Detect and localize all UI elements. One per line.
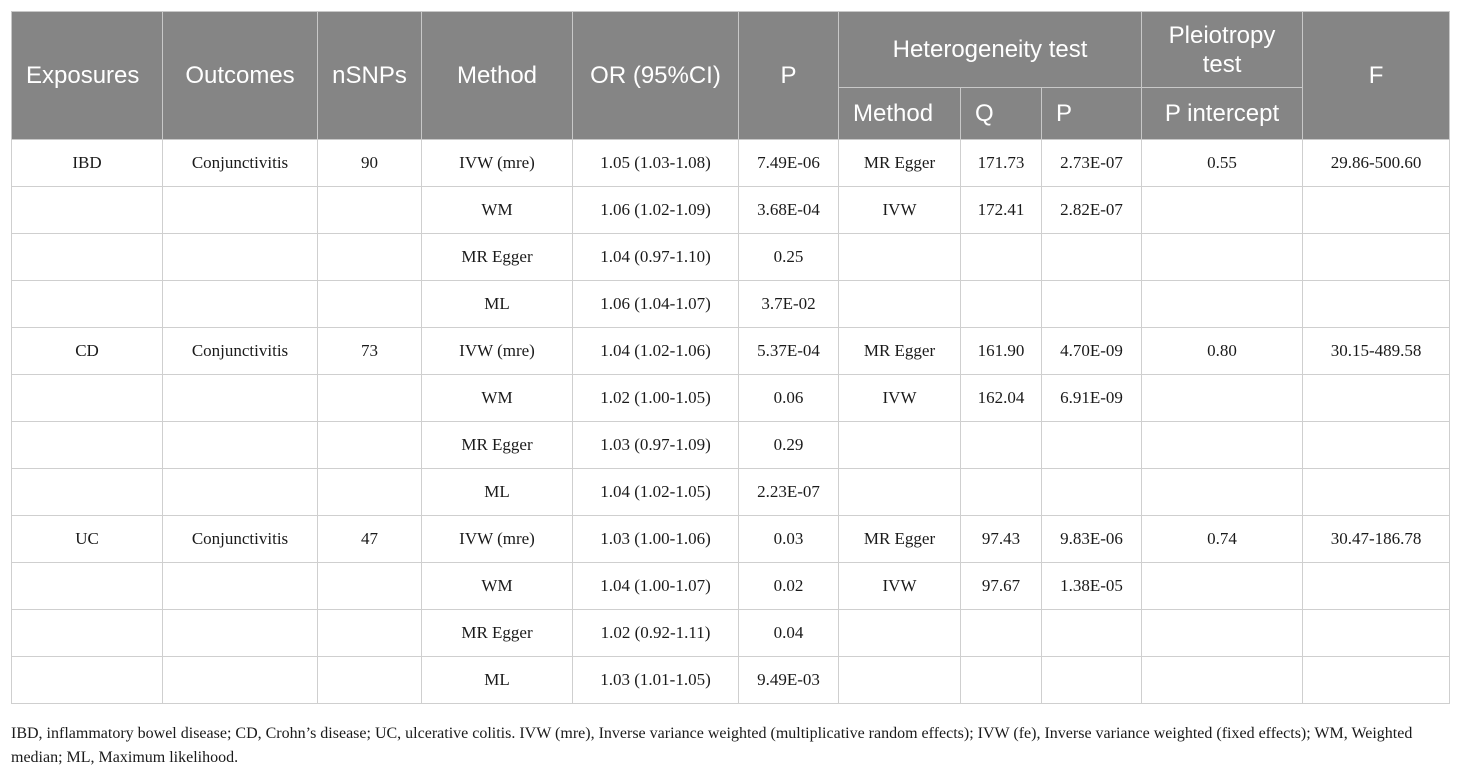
table-cell: MR Egger	[422, 422, 573, 469]
table-cell	[1142, 469, 1303, 516]
table-cell: 0.25	[739, 234, 839, 281]
table-cell	[839, 422, 961, 469]
col-het-p: P	[1042, 88, 1142, 140]
table-cell: UC	[12, 516, 163, 563]
table-cell	[163, 422, 318, 469]
table-row	[12, 516, 1450, 563]
table-cell: IVW	[839, 187, 961, 234]
table-cell: ML	[422, 469, 573, 516]
table-cell: 3.7E-02	[739, 281, 839, 328]
table-cell: WM	[422, 375, 573, 422]
table-footnote: IBD, inflammatory bowel disease; CD, Crohn’s disease; UC, ulcerative colitis. IVW (mre), Inverse variance weighted (multiplicative random effects); IVW (fe), Inverse variance weighted (fixed effects); WM, Weighted median; ML, Maximum likelihood.	[11, 725, 1413, 766]
table-cell: 1.02 (1.00-1.05)	[573, 375, 739, 422]
table-cell	[1303, 657, 1450, 704]
table-cell	[961, 281, 1042, 328]
table-cell: 4.70E-09	[1042, 328, 1142, 375]
table-cell: 0.74	[1142, 516, 1303, 563]
table-cell	[961, 610, 1042, 657]
table-cell	[1303, 422, 1450, 469]
table-cell	[1303, 469, 1450, 516]
table-cell	[1042, 610, 1142, 657]
table-cell: MR Egger	[839, 328, 961, 375]
table-cell: 0.02	[739, 563, 839, 610]
table-cell	[961, 234, 1042, 281]
table-cell: IBD	[12, 140, 163, 187]
table-cell	[961, 469, 1042, 516]
table-row	[12, 657, 1450, 704]
table-cell: 0.04	[739, 610, 839, 657]
results-table	[11, 11, 1450, 704]
table-cell	[12, 563, 163, 610]
table-cell	[318, 234, 422, 281]
table-cell	[12, 422, 163, 469]
table-cell	[12, 610, 163, 657]
table-cell	[1042, 422, 1142, 469]
table-cell	[839, 281, 961, 328]
table-cell	[318, 422, 422, 469]
table-row	[12, 563, 1450, 610]
table-cell: 1.04 (0.97-1.10)	[573, 234, 739, 281]
table-cell: 6.91E-09	[1042, 375, 1142, 422]
table-cell: 1.04 (1.02-1.05)	[573, 469, 739, 516]
table-cell	[961, 422, 1042, 469]
table-row	[12, 140, 1450, 187]
table-cell	[839, 234, 961, 281]
col-p-intercept: P intercept	[1142, 88, 1303, 140]
table-cell	[318, 375, 422, 422]
table-cell: 1.03 (1.00-1.06)	[573, 516, 739, 563]
table-cell	[163, 281, 318, 328]
table-cell: 7.49E-06	[739, 140, 839, 187]
table-cell	[163, 563, 318, 610]
table-cell: 0.06	[739, 375, 839, 422]
table-row	[12, 610, 1450, 657]
table-cell: Conjunctivitis	[163, 328, 318, 375]
table-cell: IVW (mre)	[422, 140, 573, 187]
col-heterogeneity: Heterogeneity test	[839, 12, 1142, 88]
table-cell: MR Egger	[839, 516, 961, 563]
table-cell: CD	[12, 328, 163, 375]
table-cell	[163, 469, 318, 516]
table-row	[12, 422, 1450, 469]
table-cell: 3.68E-04	[739, 187, 839, 234]
table-cell: 1.06 (1.04-1.07)	[573, 281, 739, 328]
table-cell	[839, 657, 961, 704]
table-cell: 1.03 (1.01-1.05)	[573, 657, 739, 704]
table-cell: 1.02 (0.92-1.11)	[573, 610, 739, 657]
table-cell: IVW (mre)	[422, 328, 573, 375]
table-cell: 161.90	[961, 328, 1042, 375]
table-cell: 47	[318, 516, 422, 563]
table-cell	[1303, 281, 1450, 328]
table-cell: 9.49E-03	[739, 657, 839, 704]
col-nsnps: nSNPs	[318, 12, 422, 140]
table-cell	[318, 610, 422, 657]
table-row	[12, 234, 1450, 281]
table-cell	[318, 187, 422, 234]
table-cell	[163, 375, 318, 422]
table-cell	[12, 657, 163, 704]
table-cell	[1142, 375, 1303, 422]
table-cell: ML	[422, 281, 573, 328]
table-cell	[1042, 281, 1142, 328]
table-cell	[163, 187, 318, 234]
table-cell	[1142, 187, 1303, 234]
table-cell	[163, 657, 318, 704]
col-method: Method	[422, 12, 573, 140]
table-cell: IVW (mre)	[422, 516, 573, 563]
table-cell: 2.73E-07	[1042, 140, 1142, 187]
table-cell	[12, 469, 163, 516]
table-cell: IVW	[839, 563, 961, 610]
table-cell: 0.03	[739, 516, 839, 563]
table-body	[12, 140, 1450, 704]
table-cell: 30.15-489.58	[1303, 328, 1450, 375]
table-cell	[1303, 610, 1450, 657]
table-cell	[318, 657, 422, 704]
table-cell: 1.03 (0.97-1.09)	[573, 422, 739, 469]
table-cell: 97.67	[961, 563, 1042, 610]
table-cell	[839, 469, 961, 516]
table-cell: MR Egger	[422, 610, 573, 657]
col-f: F	[1303, 12, 1450, 140]
table-cell: 30.47-186.78	[1303, 516, 1450, 563]
table-cell: WM	[422, 563, 573, 610]
table-cell: MR Egger	[422, 234, 573, 281]
table-cell: Conjunctivitis	[163, 140, 318, 187]
table-cell	[961, 657, 1042, 704]
table-cell	[163, 234, 318, 281]
table-cell: 97.43	[961, 516, 1042, 563]
table-row	[12, 375, 1450, 422]
table-cell: 171.73	[961, 140, 1042, 187]
table-row	[12, 187, 1450, 234]
table-cell: 0.29	[739, 422, 839, 469]
table-cell	[1142, 657, 1303, 704]
table-cell: 9.83E-06	[1042, 516, 1142, 563]
col-pleiotropy: Pleiotropy test	[1142, 12, 1303, 88]
table-cell	[1142, 563, 1303, 610]
header-row-top	[12, 12, 1450, 88]
table-cell: 90	[318, 140, 422, 187]
table-row	[12, 328, 1450, 375]
table-cell	[1303, 187, 1450, 234]
table-cell: 0.80	[1142, 328, 1303, 375]
col-het-q: Q	[961, 88, 1042, 140]
table-cell	[12, 375, 163, 422]
table-cell	[318, 469, 422, 516]
table-cell: 2.82E-07	[1042, 187, 1142, 234]
table-cell: MR Egger	[839, 140, 961, 187]
col-exposures: Exposures	[12, 12, 163, 140]
table-cell: 172.41	[961, 187, 1042, 234]
table-cell	[1303, 234, 1450, 281]
col-p: P	[739, 12, 839, 140]
table-cell: WM	[422, 187, 573, 234]
table-cell	[12, 187, 163, 234]
table-cell: 1.04 (1.02-1.06)	[573, 328, 739, 375]
table-row	[12, 281, 1450, 328]
col-or: OR (95%CI)	[573, 12, 739, 140]
table-cell	[12, 234, 163, 281]
table-cell	[1142, 422, 1303, 469]
table-cell	[1042, 234, 1142, 281]
table-cell: Conjunctivitis	[163, 516, 318, 563]
table-row	[12, 469, 1450, 516]
table-cell	[163, 610, 318, 657]
table-cell	[1303, 563, 1450, 610]
table-cell	[1303, 375, 1450, 422]
table-cell	[1142, 610, 1303, 657]
table-cell: IVW	[839, 375, 961, 422]
table-cell: 1.38E-05	[1042, 563, 1142, 610]
table-cell	[839, 610, 961, 657]
table-cell: ML	[422, 657, 573, 704]
table-cell	[1042, 469, 1142, 516]
table-cell	[1042, 657, 1142, 704]
table-cell	[318, 563, 422, 610]
table-cell: 73	[318, 328, 422, 375]
table-cell: 5.37E-04	[739, 328, 839, 375]
table-cell: 162.04	[961, 375, 1042, 422]
col-outcomes: Outcomes	[163, 12, 318, 140]
col-het-method: Method	[839, 88, 961, 140]
table-cell: 2.23E-07	[739, 469, 839, 516]
table-cell	[318, 281, 422, 328]
table-cell: 0.55	[1142, 140, 1303, 187]
table-cell	[12, 281, 163, 328]
table-cell	[1142, 234, 1303, 281]
table-cell: 1.04 (1.00-1.07)	[573, 563, 739, 610]
table-cell	[1142, 281, 1303, 328]
table-cell: 1.05 (1.03-1.08)	[573, 140, 739, 187]
table-cell: 1.06 (1.02-1.09)	[573, 187, 739, 234]
table-cell: 29.86-500.60	[1303, 140, 1450, 187]
